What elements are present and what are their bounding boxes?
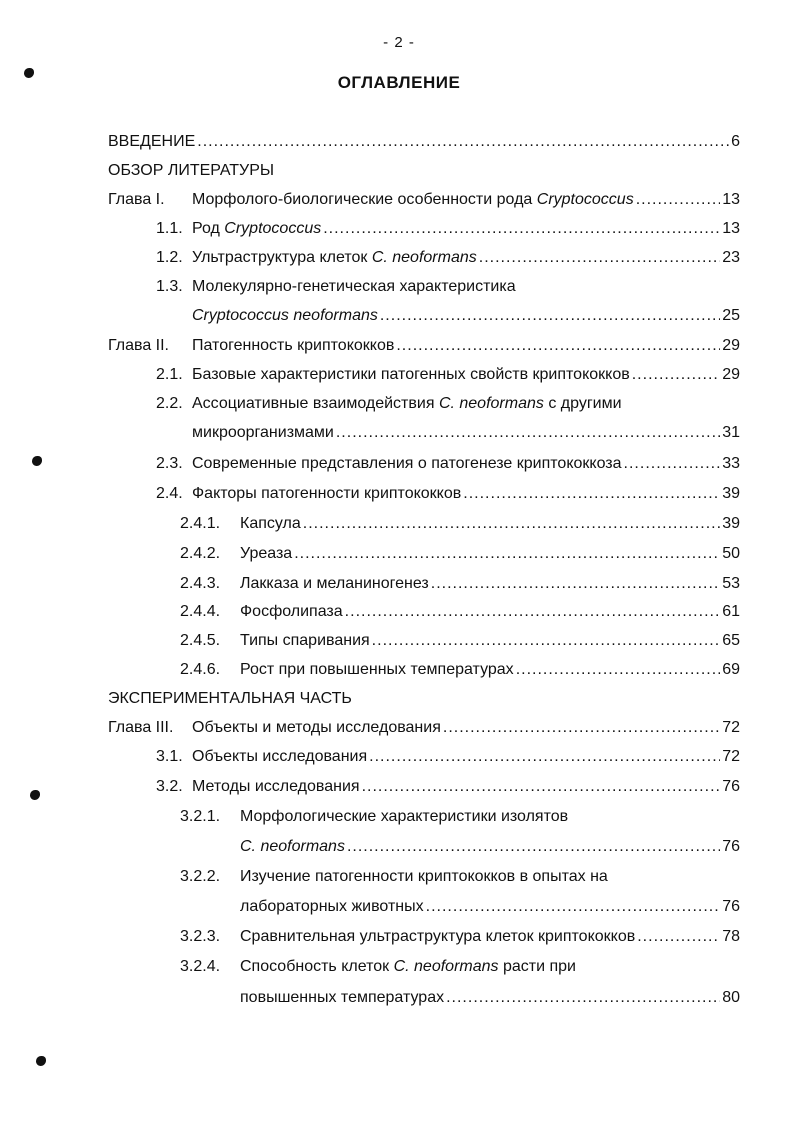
toc-entry-title: Базовые характеристики патогенных свойств криптококков [192, 366, 630, 383]
toc-entry-page: 13 [722, 220, 740, 237]
toc-entry-2-1 [156, 364, 740, 386]
toc-entry-page: 61 [722, 603, 740, 620]
toc-entry-title: Уреаза [240, 545, 293, 562]
toc-entry-2-4-5 [180, 630, 740, 652]
toc-entry-number: 3.2.2. [180, 868, 221, 885]
toc-entry-title: Факторы патогенности криптококков [192, 485, 462, 502]
section-heading-literature: ОБЗОР ЛИТЕРАТУРЫ [108, 162, 275, 179]
toc-entry-3-2-1-continued [240, 836, 740, 858]
toc-entry-number: 3.2.4. [180, 958, 221, 975]
toc-entry-chapter-2 [108, 335, 740, 357]
toc-entry-page: 69 [722, 661, 740, 678]
toc-entry-title: Род Cryptococcus [192, 220, 322, 237]
toc-entry-number: 2.4.6. [180, 661, 221, 678]
toc-entry-title: Объекты и методы исследования [192, 719, 441, 736]
punch-hole-mark [30, 790, 40, 800]
toc-entry-title: ВВЕДЕНИЕ [108, 133, 196, 150]
toc-entry-page: 33 [722, 455, 740, 472]
toc-entry-3-2-2 [180, 866, 740, 888]
toc-entry-page: 72 [722, 748, 740, 765]
toc-entry-title: Морфолого-биологические особенности рода Cryptococcus [192, 191, 634, 208]
toc-entry-3-2-2-continued [240, 896, 740, 918]
toc-entry-page: 72 [722, 719, 740, 736]
toc-entry-number: 2.2. [156, 395, 183, 412]
toc-entry-title: Ассоциативные взаимодействия C. neoformans с другими [192, 395, 622, 412]
section-heading-experimental: ЭКСПЕРИМЕНТАЛЬНАЯ ЧАСТЬ [108, 690, 352, 707]
toc-entry-1-2 [156, 247, 740, 269]
toc-entry-2-4-4 [180, 601, 740, 623]
toc-entry-3-2-1 [180, 806, 740, 828]
toc-entry-page: 39 [722, 485, 740, 502]
toc-entry-number: Глава II. [108, 337, 169, 354]
toc-entry-2-4 [156, 483, 740, 505]
toc-entry-number: 1.1. [156, 220, 183, 237]
toc-entry-page: 13 [722, 191, 740, 208]
toc-entry-title: повышенных температурах [240, 989, 445, 1006]
toc-entry-title: лабораторных животных [240, 898, 424, 915]
toc-entry-3-1 [156, 746, 740, 768]
toc-entry-title: Способность клеток C. neoformans расти при [240, 958, 576, 975]
toc-entry-title: Лакказа и меланиногенез [240, 575, 429, 592]
toc-entry-number: 2.4. [156, 485, 183, 502]
toc-entry-page: 31 [722, 424, 740, 441]
toc-entry-2-3 [156, 453, 740, 475]
toc-entry-title: Молекулярно-генетическая характеристика [192, 278, 516, 295]
toc-entry-chapter-3 [108, 717, 740, 739]
toc-entry-title: Фосфолипаза [240, 603, 343, 620]
toc-entry-number: 2.4.4. [180, 603, 221, 620]
toc-entry-title: Ультраструктура клеток C. neoformans [192, 249, 477, 266]
toc-entry-3-2 [156, 776, 740, 798]
toc-entry-title: Типы спаривания [240, 632, 370, 649]
toc-entry-title: Современные представления о патогенезе криптококкоза [192, 455, 622, 472]
page-number: - 2 - [383, 34, 415, 51]
toc-entry-title: Патогенность криптококков [192, 337, 395, 354]
toc-entry-3-2-4 [180, 956, 740, 978]
toc-entry-page: 76 [722, 838, 740, 855]
toc-entry-2-4-1 [180, 513, 740, 535]
toc-entry-title: Рост при повышенных температурах [240, 661, 514, 678]
toc-entry-number: 2.1. [156, 366, 183, 383]
toc-entry-number: 3.2. [156, 778, 183, 795]
toc-entry-title: Объекты исследования [192, 748, 368, 765]
toc-entry-title: Методы исследования [192, 778, 360, 795]
punch-hole-mark [36, 1056, 46, 1066]
toc-entry-number: 2.4.1. [180, 515, 221, 532]
toc-entry-introduction [108, 131, 740, 153]
toc-entry-page: 25 [722, 307, 740, 324]
punch-hole-mark [32, 456, 42, 466]
toc-entry-2-2-continued [192, 422, 740, 444]
toc-entry-number: 3.1. [156, 748, 183, 765]
toc-title: ОГЛАВЛЕНИЕ [337, 73, 461, 92]
toc-entry-number: 3.2.3. [180, 928, 221, 945]
toc-entry-number: 1.2. [156, 249, 183, 266]
toc-entry-2-4-6 [180, 659, 740, 681]
toc-entry-page: 39 [722, 515, 740, 532]
toc-entry-3-2-3 [180, 926, 740, 948]
toc-entry-page: 76 [722, 898, 740, 915]
toc-entry-title: C. neoformans [240, 838, 345, 855]
toc-entry-2-4-2 [180, 543, 740, 565]
toc-entry-page: 65 [722, 632, 740, 649]
toc-entry-number: Глава III. [108, 719, 174, 736]
toc-entry-1-1 [156, 218, 740, 240]
toc-entry-title: Капсула [240, 515, 301, 532]
toc-entry-number: 2.3. [156, 455, 183, 472]
toc-entry-number: 2.4.5. [180, 632, 221, 649]
toc-entry-page: 78 [722, 928, 740, 945]
toc-entry-1-3 [156, 276, 740, 298]
toc-entry-number: 2.4.3. [180, 575, 221, 592]
toc-entry-number: 1.3. [156, 278, 183, 295]
toc-entry-title: Сравнительная ультраструктура клеток криптококков [240, 928, 636, 945]
toc-entry-page: 6 [731, 133, 740, 150]
toc-entry-page: 29 [722, 366, 740, 383]
toc-entry-number: Глава I. [108, 191, 165, 208]
toc-entry-title: Морфологические характеристики изолятов [240, 808, 569, 825]
toc-entry-3-2-4-continued [240, 987, 740, 1009]
toc-entry-title: Cryptococcus neoformans [192, 307, 378, 324]
toc-entry-page: 76 [722, 778, 740, 795]
toc-entry-title: микроорганизмами [192, 424, 334, 441]
toc-entry-page: 29 [722, 337, 740, 354]
toc-entry-title: Изучение патогенности криптококков в опытах на [240, 868, 608, 885]
toc-entry-page: 80 [722, 989, 740, 1006]
toc-entry-number: 3.2.1. [180, 808, 221, 825]
toc-entry-2-4-3 [180, 573, 740, 595]
toc-entry-page: 53 [722, 575, 740, 592]
toc-entry-page: 50 [722, 545, 740, 562]
toc-entry-chapter-1 [108, 189, 740, 211]
toc-entry-number: 2.4.2. [180, 545, 221, 562]
toc-entry-2-2 [156, 393, 740, 415]
toc-entry-1-3-continued [192, 305, 740, 327]
toc-entry-page: 23 [722, 249, 740, 266]
